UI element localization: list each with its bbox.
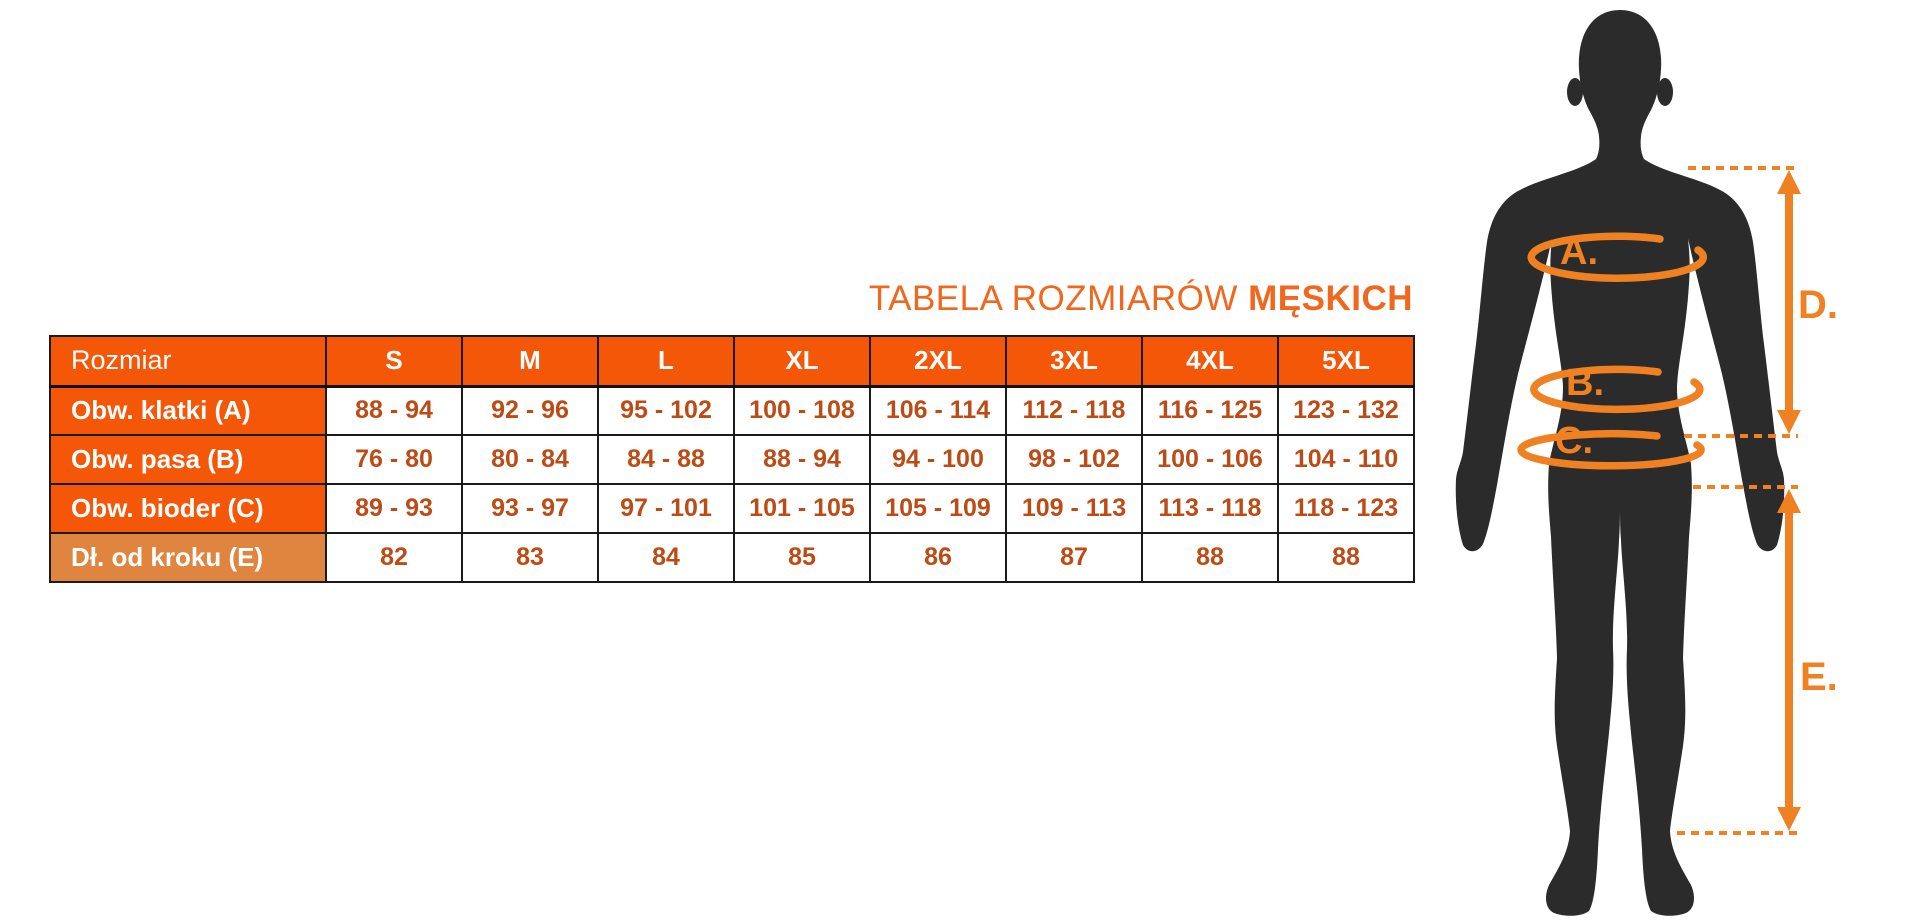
hip-label: C.: [1555, 420, 1593, 462]
row-label-chest: Obw. klatki (A): [50, 386, 326, 435]
table-row-inseam: [50, 533, 1414, 582]
hips-value-l: 97 - 101: [598, 484, 734, 533]
inseam-value-s: 82: [326, 533, 462, 582]
inseam-value-m: 83: [462, 533, 598, 582]
header-size-l: L: [598, 336, 734, 386]
header-size-m: M: [462, 336, 598, 386]
chest-label: A.: [1560, 231, 1598, 273]
chest-value-5xl: 123 - 132: [1278, 386, 1414, 435]
inseam-value-4xl: 88: [1142, 533, 1278, 582]
chest-value-2xl: 106 - 114: [870, 386, 1006, 435]
header-size-5xl: 5XL: [1278, 336, 1414, 386]
waist-value-s: 76 - 80: [326, 435, 462, 484]
page-title: [869, 281, 1413, 316]
header-size-3xl: 3XL: [1006, 336, 1142, 386]
inseam-value-xl: 85: [734, 533, 870, 582]
chest-value-s: 88 - 94: [326, 386, 462, 435]
hips-value-5xl: 118 - 123: [1278, 484, 1414, 533]
torso-length-label: D.: [1798, 283, 1838, 327]
table-row-chest: [50, 386, 1414, 435]
hips-value-3xl: 109 - 113: [1006, 484, 1142, 533]
waist-value-xl: 88 - 94: [734, 435, 870, 484]
chest-value-l: 95 - 102: [598, 386, 734, 435]
header-size-2xl: 2XL: [870, 336, 1006, 386]
hips-value-xl: 101 - 105: [734, 484, 870, 533]
measurement-figure: [1400, 0, 1919, 922]
chest-value-m: 92 - 96: [462, 386, 598, 435]
waist-value-5xl: 104 - 110: [1278, 435, 1414, 484]
inseam-value-3xl: 87: [1006, 533, 1142, 582]
inseam-length-arrow: [1677, 487, 1801, 833]
hips-value-s: 89 - 93: [326, 484, 462, 533]
hips-value-m: 93 - 97: [462, 484, 598, 533]
row-label-inseam: Dł. od kroku (E): [50, 533, 326, 582]
header-rozmiar: Rozmiar: [50, 336, 326, 386]
inseam-value-2xl: 86: [870, 533, 1006, 582]
row-label-waist: Obw. pasa (B): [50, 435, 326, 484]
inseam-value-5xl: 88: [1278, 533, 1414, 582]
row-label-hips: Obw. bioder (C): [50, 484, 326, 533]
waist-value-4xl: 100 - 106: [1142, 435, 1278, 484]
hips-value-2xl: 105 - 109: [870, 484, 1006, 533]
waist-value-m: 80 - 84: [462, 435, 598, 484]
waist-label: B.: [1566, 362, 1604, 404]
waist-value-3xl: 98 - 102: [1006, 435, 1142, 484]
chest-value-3xl: 112 - 118: [1006, 386, 1142, 435]
inseam-value-l: 84: [598, 533, 734, 582]
hips-value-4xl: 113 - 118: [1142, 484, 1278, 533]
chest-value-4xl: 116 - 125: [1142, 386, 1278, 435]
inseam-label: E.: [1800, 655, 1838, 699]
size-table: [49, 335, 1415, 583]
header-size-s: S: [326, 336, 462, 386]
header-size-xl: XL: [734, 336, 870, 386]
chest-value-xl: 100 - 108: [734, 386, 870, 435]
page-title-regular: TABELA ROZMIARÓW: [868, 279, 1249, 318]
page-title-bold: MĘSKICH: [1248, 279, 1413, 318]
waist-value-2xl: 94 - 100: [870, 435, 1006, 484]
table-header-row: [50, 336, 1414, 386]
header-size-4xl: 4XL: [1142, 336, 1278, 386]
waist-value-l: 84 - 88: [598, 435, 734, 484]
table-row-waist: [50, 435, 1414, 484]
table-row-hips: [50, 484, 1414, 533]
